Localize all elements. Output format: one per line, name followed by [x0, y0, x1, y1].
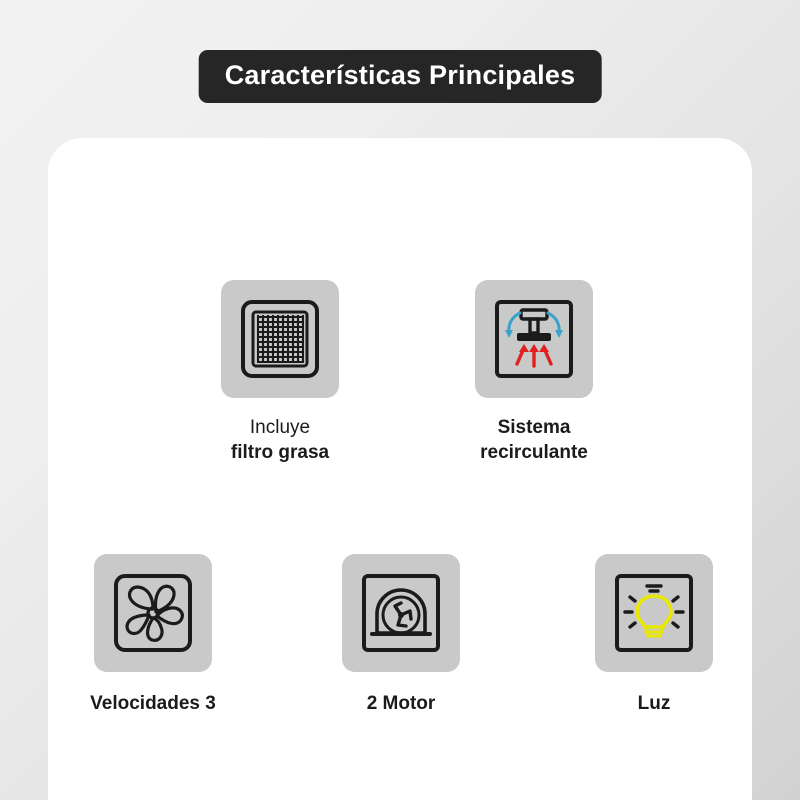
- motor-gauge-icon: [358, 570, 444, 656]
- feature-motor: [301, 554, 501, 716]
- recirculation-system-icon: [491, 296, 577, 382]
- feature-caption-line1: Luz: [637, 693, 671, 714]
- feature-sistema-recirculante: [434, 280, 634, 466]
- fan-blades-icon: [110, 570, 196, 656]
- feature-caption-line1: 2 Motor: [366, 693, 436, 714]
- feature-caption-line1: Incluye: [249, 417, 311, 438]
- feature-caption: [434, 415, 634, 466]
- feature-luz: [554, 554, 754, 716]
- feature-caption: [180, 415, 380, 466]
- grease-filter-icon: [237, 296, 323, 382]
- feature-filtro-grasa: [180, 280, 380, 466]
- feature-caption-line2: recirculante: [480, 442, 588, 464]
- feature-caption: [53, 691, 253, 716]
- feature-caption-line1: Sistema: [497, 417, 571, 438]
- fan-blades-tile: [94, 554, 212, 672]
- feature-caption: [301, 691, 501, 716]
- light-bulb-icon: [611, 570, 697, 656]
- feature-velocidades: [53, 554, 253, 716]
- feature-caption-line1: Velocidades 3: [90, 693, 216, 714]
- feature-caption-line2: filtro grasa: [230, 442, 330, 464]
- feature-caption: [554, 691, 754, 716]
- motor-gauge-tile: [342, 554, 460, 672]
- light-bulb-tile: [595, 554, 713, 672]
- recirculation-system-tile: [475, 280, 593, 398]
- page-title: Características Principales: [199, 50, 602, 103]
- grease-filter-tile: [221, 280, 339, 398]
